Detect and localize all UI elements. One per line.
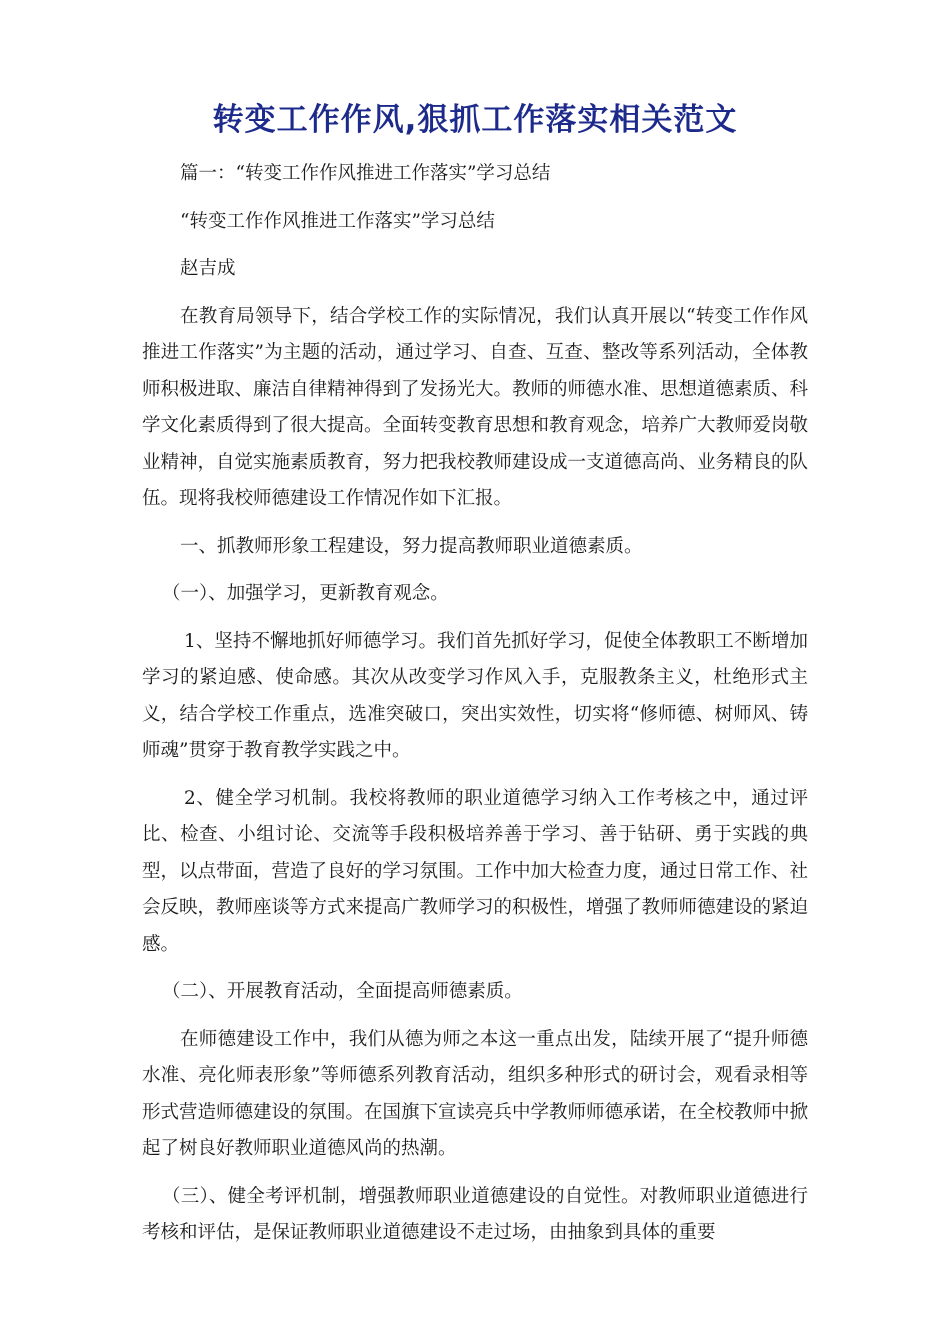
paragraph-subheading-3: （三）、健全考评机制，增强教师职业道德建设的自觉性。对教师职业道德进行考核和评估，是保证教师职业道德建设不走过场，由抽象到具体的重要 [142,1185,808,1243]
paragraph-heading-1: 一、抓教师形象工程建设，努力提高教师职业道德素质。 [180,535,643,557]
paragraph-author: 赵吉成 [180,258,236,279]
paragraph-section-heading: 篇一：“转变工作作风推进工作落实”学习总结 [180,163,551,184]
paragraph-subtitle: “转变工作作风推进工作落实”学习总结 [180,210,495,232]
paragraph-item-2: 2、健全学习机制。我校将教师的职业道德学习纳入工作考核之中，通过评比、检查、小组讨论、交流等手段积极培养善于学习、善于钻研、勇于实践的典型，以点带面，营造了良好的学习氛围。工作中加大检查力度，通过日常工作、社会反映，教师座谈等方式来提高广教师学习的积极性，增强了教师师德建设的紧迫感。 [142,787,809,955]
paragraph-subheading-2: （二）、开展教育活动，全面提高师德素质。 [162,981,523,1002]
document-body [142,156,808,1252]
paragraph-item-1: 1、坚持不懈地抓好师德学习。我们首先抓好学习，促使全体教职工不断增加学习的紧迫感、使命感。其次从改变学习作风入手，克服教条主义，杜绝形式主义，结合学校工作重点，选准突破口，突出实效性，切实将“修师德、树师风、铸师魂”贯穿于教育教学实践之中。 [142,630,808,761]
paragraph-subheading-1: （一）、加强学习，更新教育观念。 [162,583,449,604]
paragraph-intro: 在教育局领导下，结合学校工作的实际情况，我们认真开展以“转变工作作风推进工作落实”为主题的活动，通过学习、自查、互查、整改等系列活动，全体教师积极进取、廉洁自律精神得到了发扬光大。教师的师德水准、思想道德素质、科学文化素质得到了很大提高。全面转变教育思想和教育观念，培养广大教师爱岗敬业精神，自觉实施素质教育，努力把我校教师建设成一支道德高尚、业务精良的队伍。现将我校师德建设工作情况作如下汇报。 [142,305,809,509]
paragraph-activities: 在师德建设工作中，我们从德为师之本这一重点出发，陆续开展了“提升师德水准、亮化师表形象”等师德系列教育活动，组织多种形式的研讨会，观看录相等形式营造师德建设的氛围。在国旗下宣读亮兵中学教师师德承诺，在全校教师中掀起了树良好教师职业道德风尚的热潮。 [142,1028,809,1159]
document-title: 转变工作作风,狠抓工作落实相关范文 [212,102,738,138]
